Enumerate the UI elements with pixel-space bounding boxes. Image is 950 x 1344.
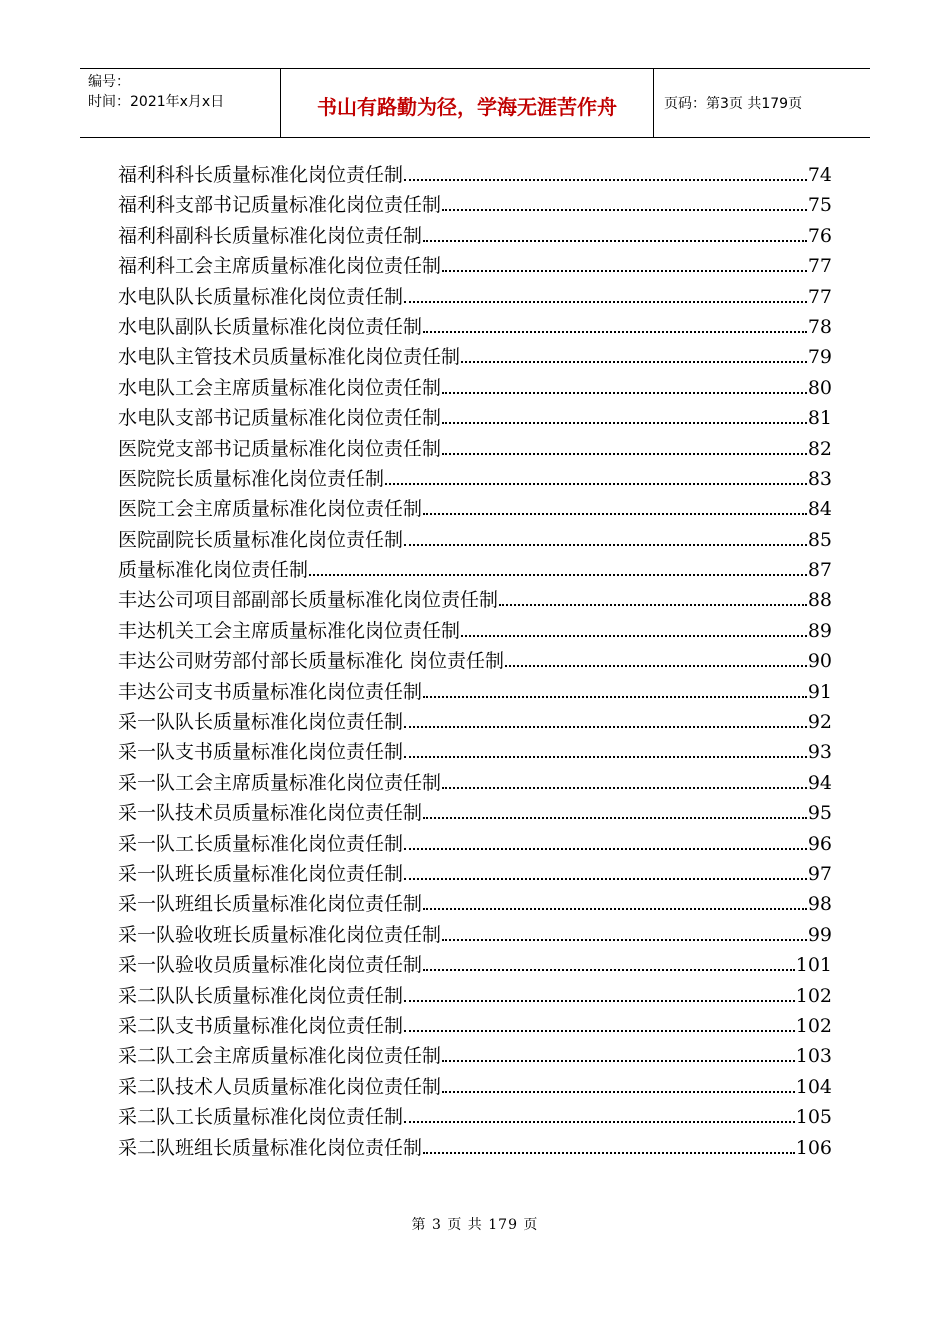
toc-entry[interactable]: [118, 434, 832, 464]
toc-entry-title: 福利科工会主席质量标准化岗位责任制: [118, 255, 442, 278]
header-meta-cell: [80, 69, 281, 137]
toc-entry-title: 福利科支部书记质量标准化岗位责任制: [118, 194, 442, 217]
toc-entry[interactable]: [118, 464, 832, 494]
header-page-info: 页码：第3页 共179页: [664, 96, 803, 112]
toc-entry-page: 77: [807, 285, 832, 308]
toc-dot-leader: [442, 786, 807, 789]
motto-text: 书山有路勤为径，学海无涯苦作舟: [317, 95, 617, 119]
toc-entry[interactable]: [118, 1102, 832, 1132]
toc-entry-title: 质量标准化岗位责任制: [118, 559, 309, 582]
toc-entry[interactable]: [118, 585, 832, 615]
page-footer: 第 3 页 共 179 页: [411, 1217, 539, 1233]
serial-label: 编号：: [88, 74, 130, 90]
toc-dot-leader: [423, 907, 807, 910]
toc-entry-title: 采一队工会主席质量标准化岗位责任制: [118, 771, 442, 794]
toc-entry[interactable]: [118, 920, 832, 950]
toc-entry-page: 98: [807, 893, 832, 916]
toc-entry-title: 采二队支书质量标准化岗位责任制: [118, 1014, 404, 1037]
toc-dot-leader: [423, 512, 807, 515]
toc-entry[interactable]: [118, 1011, 832, 1041]
toc-entry-title: 采一队支书质量标准化岗位责任制: [118, 741, 404, 764]
toc-entry[interactable]: [118, 190, 832, 220]
toc-dot-leader: [442, 269, 807, 272]
toc-entry-page: 74: [807, 164, 832, 186]
toc-entry-title: 采一队技术员质量标准化岗位责任制: [118, 802, 423, 825]
toc-entry[interactable]: [118, 616, 832, 646]
toc-dot-leader: [442, 208, 807, 211]
toc-dot-leader: [404, 847, 807, 850]
toc-entry-title: 福利科副科长质量标准化岗位责任制: [118, 224, 423, 247]
toc-entry[interactable]: [118, 798, 832, 828]
toc-entry[interactable]: [118, 859, 832, 889]
toc-entry[interactable]: [118, 646, 832, 676]
toc-entry[interactable]: [118, 707, 832, 737]
toc-entry[interactable]: [118, 768, 832, 798]
toc-entry-page: 102: [795, 1014, 832, 1037]
toc-dot-leader: [442, 391, 807, 394]
toc-entry-title: 采一队班组长质量标准化岗位责任制: [118, 893, 423, 916]
toc-dot-leader: [404, 178, 807, 181]
toc-entry-page: 76: [807, 224, 832, 247]
toc-entry-page: 91: [807, 680, 832, 703]
toc-entry-title: 水电队工会主席质量标准化岗位责任制: [118, 376, 442, 399]
toc-entry-title: 采一队队长质量标准化岗位责任制: [118, 711, 404, 734]
toc-entry-title: 医院副院长质量标准化岗位责任制: [118, 528, 404, 551]
toc-entry-page: 83: [807, 467, 832, 490]
toc-entry-page: 93: [807, 741, 832, 764]
toc-entry[interactable]: [118, 677, 832, 707]
toc-dot-leader: [404, 300, 807, 303]
toc-entry-title: 丰达公司财劳部付部长质量标准化 岗位责任制: [118, 650, 505, 673]
toc-entry[interactable]: [118, 555, 832, 585]
toc-entry-page: 94: [807, 771, 832, 794]
toc-entry[interactable]: [118, 525, 832, 555]
toc-dot-leader: [385, 482, 807, 485]
toc-dot-leader: [461, 360, 807, 363]
time-label: 时间：2021年x月x日: [88, 94, 225, 110]
toc-dot-leader: [423, 330, 807, 333]
header-motto-cell: [281, 69, 654, 137]
toc-entry-title: 水电队副队长质量标准化岗位责任制: [118, 315, 423, 338]
toc-entry[interactable]: [118, 373, 832, 403]
toc-dot-leader: [423, 816, 807, 819]
toc-entry-title: 采一队班长质量标准化岗位责任制: [118, 862, 404, 885]
toc-dot-leader: [505, 664, 807, 667]
toc-entry-page: 78: [807, 315, 832, 338]
toc-dot-leader: [442, 1090, 795, 1093]
toc-entry-title: 采二队工会主席质量标准化岗位责任制: [118, 1045, 442, 1068]
toc-entry[interactable]: [118, 312, 832, 342]
toc-entry-title: 采一队验收班长质量标准化岗位责任制: [118, 923, 442, 946]
toc-entry-page: 79: [807, 346, 832, 369]
toc-entry-title: 采二队队长质量标准化岗位责任制: [118, 984, 404, 1007]
toc-entry-title: 采二队工长质量标准化岗位责任制: [118, 1106, 404, 1129]
toc-entry[interactable]: [118, 1041, 832, 1071]
toc-entry-title: 丰达机关工会主席质量标准化岗位责任制: [118, 619, 461, 642]
toc-dot-leader: [442, 938, 807, 941]
toc-entry-title: 丰达公司支书质量标准化岗位责任制: [118, 680, 423, 703]
toc-entry[interactable]: [118, 403, 832, 433]
toc-entry-page: 106: [795, 1136, 832, 1159]
toc-dot-leader: [423, 968, 795, 971]
toc-entry-title: 医院院长质量标准化岗位责任制: [118, 467, 385, 490]
toc-entry-page: 87: [807, 559, 832, 582]
header-page-cell: [654, 69, 870, 137]
table-of-contents: [118, 160, 832, 1163]
toc-dot-leader: [442, 452, 807, 455]
toc-entry-page: 81: [807, 407, 832, 430]
toc-entry-title: 水电队支部书记质量标准化岗位责任制: [118, 407, 442, 430]
toc-entry[interactable]: [118, 221, 832, 251]
toc-entry-title: 福利科科长质量标准化岗位责任制: [118, 164, 404, 186]
toc-entry-title: 丰达公司项目部副部长质量标准化岗位责任制: [118, 589, 499, 612]
toc-entry[interactable]: [118, 889, 832, 919]
toc-entry-page: 80: [807, 376, 832, 399]
toc-dot-leader: [423, 1151, 795, 1154]
toc-entry[interactable]: [118, 737, 832, 767]
page-header: [80, 68, 870, 138]
toc-entry-page: 77: [807, 255, 832, 278]
toc-dot-leader: [404, 877, 807, 880]
toc-entry[interactable]: [118, 950, 832, 980]
toc-entry-page: 103: [795, 1045, 832, 1068]
toc-entry-page: 90: [807, 650, 832, 673]
toc-dot-leader: [404, 999, 795, 1002]
toc-entry[interactable]: [118, 1072, 832, 1102]
toc-entry[interactable]: [118, 160, 832, 190]
toc-entry[interactable]: [118, 494, 832, 524]
toc-entry-page: 105: [795, 1106, 832, 1129]
toc-dot-leader: [404, 1029, 795, 1032]
toc-entry-page: 84: [807, 498, 832, 521]
toc-entry[interactable]: [118, 251, 832, 281]
toc-dot-leader: [309, 573, 807, 576]
toc-entry[interactable]: [118, 829, 832, 859]
toc-entry-title: 采一队工长质量标准化岗位责任制: [118, 832, 404, 855]
toc-dot-leader: [499, 603, 807, 606]
toc-entry-page: 101: [795, 954, 832, 977]
toc-entry[interactable]: [118, 282, 832, 312]
toc-entry-page: 75: [807, 194, 832, 217]
toc-entry-title: 医院工会主席质量标准化岗位责任制: [118, 498, 423, 521]
toc-entry-title: 水电队主管技术员质量标准化岗位责任制: [118, 346, 461, 369]
toc-dot-leader: [404, 543, 807, 546]
toc-entry-page: 92: [807, 711, 832, 734]
toc-entry[interactable]: [118, 981, 832, 1011]
toc-entry-page: 97: [807, 862, 832, 885]
toc-entry-page: 95: [807, 802, 832, 825]
toc-dot-leader: [423, 695, 807, 698]
toc-dot-leader: [442, 421, 807, 424]
toc-entry-page: 82: [807, 437, 832, 460]
toc-dot-leader: [404, 1120, 795, 1123]
toc-entry-title: 水电队队长质量标准化岗位责任制: [118, 285, 404, 308]
toc-entry-page: 85: [807, 528, 832, 551]
toc-entry-title: 采一队验收员质量标准化岗位责任制: [118, 954, 423, 977]
toc-entry-title: 采二队技术人员质量标准化岗位责任制: [118, 1075, 442, 1098]
toc-dot-leader: [442, 1059, 795, 1062]
toc-entry-page: 96: [807, 832, 832, 855]
toc-entry-page: 104: [795, 1075, 832, 1098]
toc-entry-page: 102: [795, 984, 832, 1007]
toc-dot-leader: [461, 634, 807, 637]
toc-entry-page: 99: [807, 923, 832, 946]
toc-dot-leader: [404, 725, 807, 728]
toc-dot-leader: [404, 755, 807, 758]
toc-entry-title: 医院党支部书记质量标准化岗位责任制: [118, 437, 442, 460]
toc-entry-page: 89: [807, 619, 832, 642]
toc-entry[interactable]: [118, 342, 832, 372]
toc-dot-leader: [423, 239, 807, 242]
toc-entry-page: 88: [807, 589, 832, 612]
toc-entry[interactable]: [118, 1133, 832, 1163]
toc-entry-title: 采二队班组长质量标准化岗位责任制: [118, 1136, 423, 1159]
